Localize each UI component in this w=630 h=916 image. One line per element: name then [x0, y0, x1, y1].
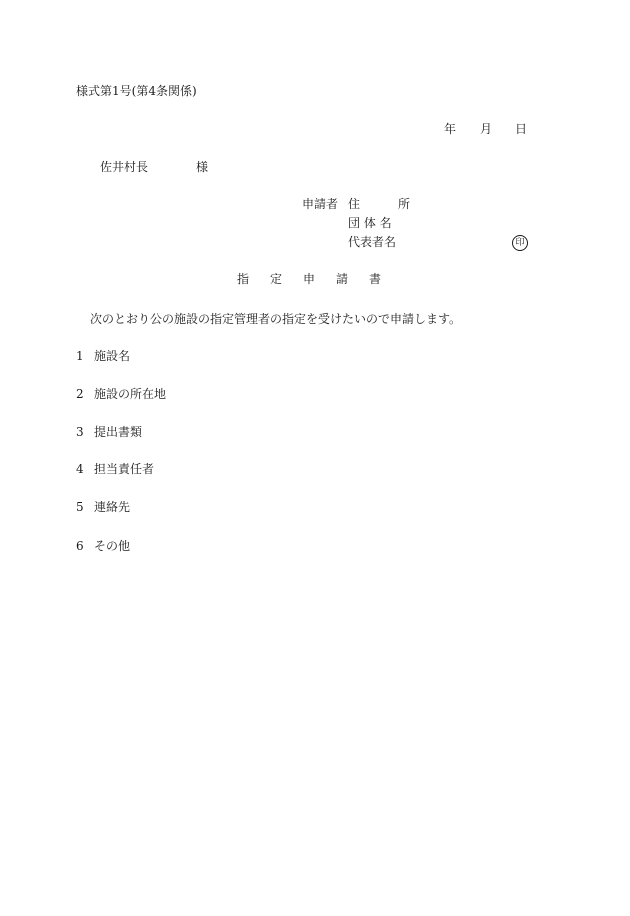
list-item	[76, 463, 154, 475]
item-label: 施設名	[94, 349, 131, 363]
representative-label: 代表者名	[348, 235, 397, 249]
list-item	[76, 501, 130, 513]
item-number: 4	[76, 462, 84, 476]
seal-icon: 印	[512, 235, 528, 251]
list-item	[76, 350, 130, 362]
item-number: 2	[76, 387, 84, 401]
item-number: 6	[76, 539, 84, 553]
title-char: 申	[303, 272, 316, 286]
item-label: 連絡先	[94, 500, 131, 514]
title-char: 定	[270, 272, 283, 286]
title-char: 請	[336, 272, 349, 286]
address-label-char-1: 住	[348, 197, 361, 211]
item-number: 5	[76, 500, 84, 514]
title-char: 書	[369, 272, 382, 286]
list-item	[76, 388, 166, 400]
address-label-char-2: 所	[398, 197, 411, 211]
item-label: 施設の所在地	[94, 387, 167, 401]
address-field-label	[348, 198, 410, 210]
date-month-label: 月	[480, 122, 493, 136]
date-year-label: 年	[444, 122, 457, 136]
list-item	[76, 426, 142, 438]
item-label: 提出書類	[94, 425, 143, 439]
item-label: その他	[94, 539, 131, 553]
title-char: 指	[237, 272, 250, 286]
document-title	[237, 273, 381, 285]
date-day-label: 日	[515, 122, 528, 136]
group-name-label: 団 体 名	[348, 216, 392, 230]
item-number: 3	[76, 425, 84, 439]
addressee-honorific: 様	[196, 160, 209, 174]
item-label: 担当責任者	[94, 462, 155, 476]
list-item	[76, 540, 130, 552]
form-number: 様式第1号(第4条関係)	[76, 84, 197, 98]
intro-paragraph: 次のとおり公の施設の指定管理者の指定を受けたいので申請します。	[90, 312, 462, 326]
addressee-name: 佐井村長	[100, 160, 149, 174]
item-number: 1	[76, 349, 84, 363]
applicant-label: 申請者	[302, 197, 339, 211]
